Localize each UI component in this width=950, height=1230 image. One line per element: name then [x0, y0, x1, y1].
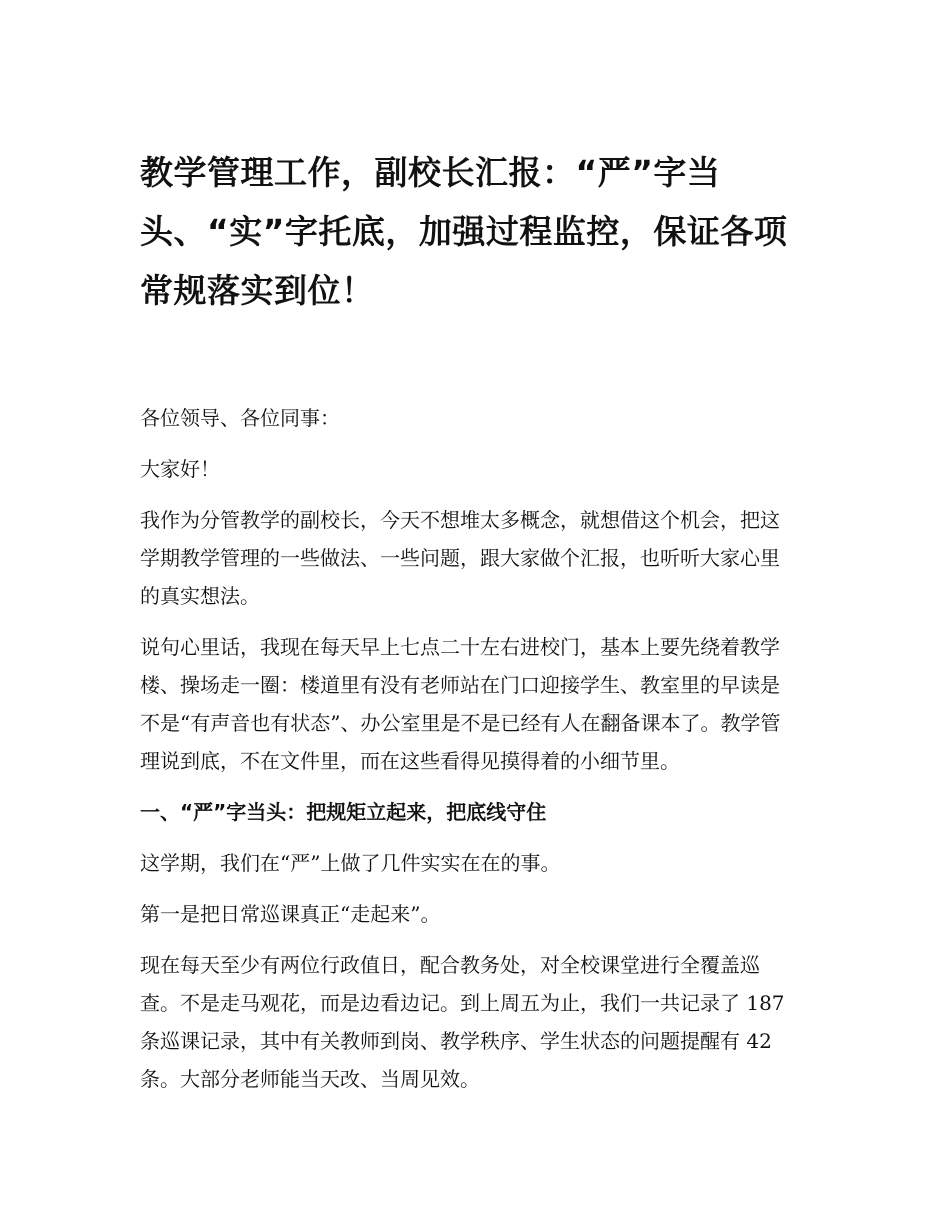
- paragraph-intro: 我作为分管教学的副校长，今天不想堆太多概念，就想借这个机会，把这学期教学管理的一些做法、一些问题，跟大家做个汇报，也听听大家心里的真实想法。: [140, 508, 780, 608]
- document-page: [140, 143, 795, 1111]
- document-body: [140, 399, 795, 1098]
- point-one-detail: 现在每天至少有两位行政值日，配合教务处，对全校课堂进行全覆盖巡查。不是走马观花，而是边看边记。到上周五为止，我们一共记录了 187 条巡课记录，其中有关教师到岗、教学秩序、学生状态的问题提醒有 42 条。大部分老师能当天改、当周见效。: [140, 953, 785, 1091]
- section-intro: 这学期，我们在“严”上做了几件实实在在的事。: [140, 851, 561, 875]
- document-title: 教学管理工作，副校长汇报：“严”字当头、“实”字托底，加强过程监控，保证各项常规落实到位！: [140, 153, 788, 310]
- salutation-line: 大家好！: [140, 457, 220, 481]
- section-heading-strict: 一、“严”字当头：把规矩立起来，把底线守住: [140, 800, 547, 824]
- greeting-line: 各位领导、各位同事：: [140, 406, 340, 430]
- paragraph-daily-routine: 说句心里话，我现在每天早上七点二十左右进校门，基本上要先绕着教学楼、操场走一圈：楼道里有没有老师站在门口迎接学生、教室里的早读是不是“有声音也有状态”、办公室里是不是已经有人在翻备课本了。教学管理说到底，不在文件里，而在这些看得见摸得着的小细节里。: [140, 635, 781, 773]
- point-one: 第一是把日常巡课真正“走起来”。: [140, 902, 441, 926]
